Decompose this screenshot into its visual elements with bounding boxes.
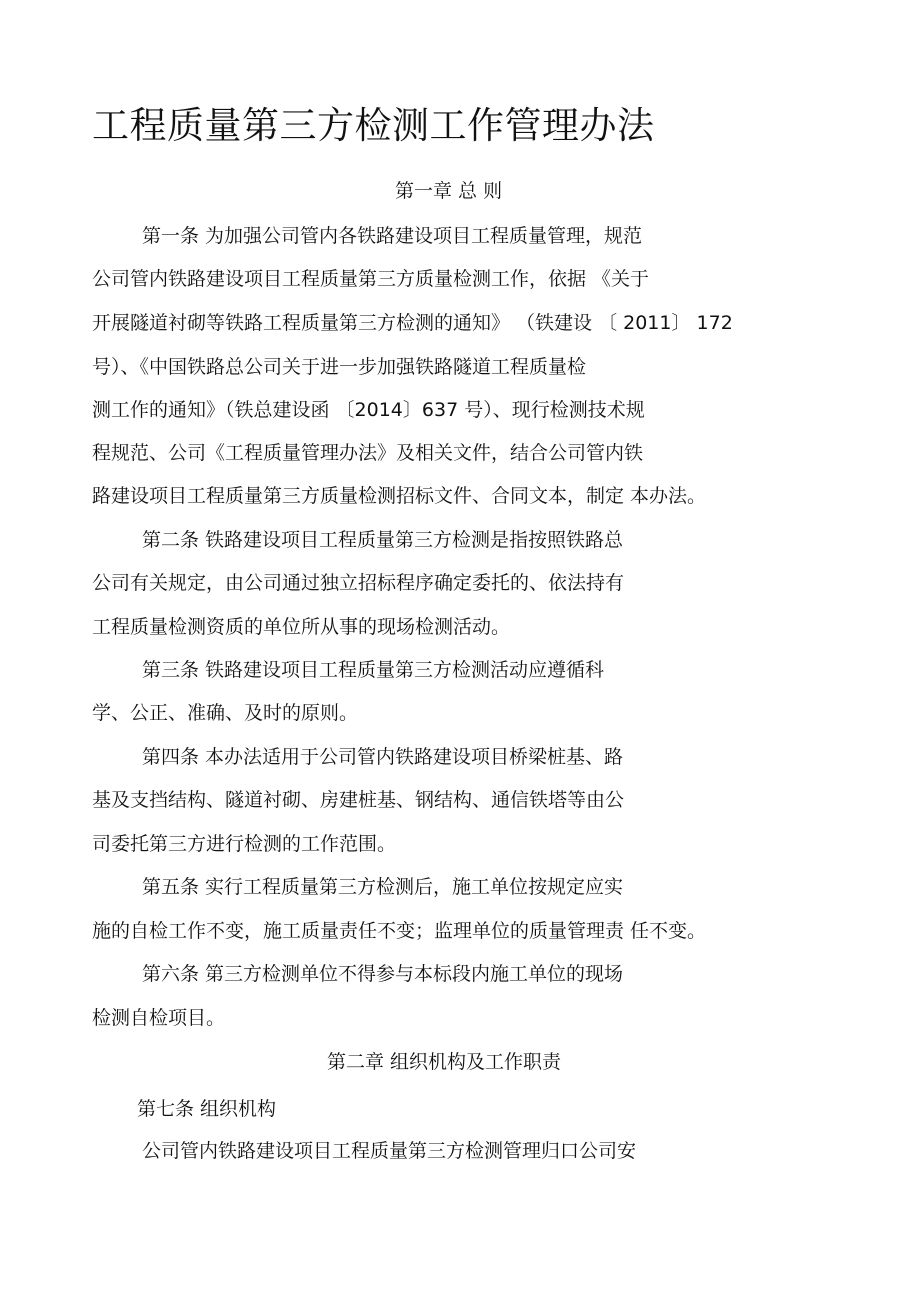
article-4-line-2: 基及支挡结构、隧道衬砌、房建桩基、钢结构、通信铁塔等由公 [92,789,625,811]
article-7-line-1: 公司管内铁路建设项目工程质量第三方检测管理归口公司安 [142,1140,637,1162]
article-2-line-2: 公司有关规定，由公司通过独立招标程序确定委托的、依法持有 [92,572,625,594]
document-title: 工程质量第三方检测工作管理办法 [92,104,655,147]
article-1-line-2: 公司管内铁路建设项目工程质量第三方质量检测工作，依据 《关于 [92,268,650,290]
chapter-heading-2: 第二章 组织机构及工作职责 [327,1051,562,1073]
article-2-line-1: 第二条 铁路建设项目工程质量第三方检测是指按照铁路总 [142,529,624,551]
article-3-line-1: 第三条 铁路建设项目工程质量第三方检测活动应遵循科 [142,659,605,681]
article-1-line-1: 第一条 为加强公司管内各铁路建设项目工程质量管理，规范 [142,225,643,247]
article-6-line-1: 第六条 第三方检测单位不得参与本标段内施工单位的现场 [142,963,624,985]
article-1-line-4: 号）、《中国铁路总公司关于进一步加强铁路隧道工程质量检 [92,356,587,378]
article-1-line-7: 路建设项目工程质量第三方质量检测招标文件、合同文本，制定 本办法。 [92,485,707,507]
article-4-line-3: 司委托第三方进行检测的工作范围。 [92,833,397,855]
article-2-line-3: 工程质量检测资质的单位所从事的现场检测活动。 [92,616,511,638]
article-1-line-5: 测工作的通知》（铁总建设函 〔2014〕637 号）、现行检测技术规 [92,399,645,421]
article-1-line-3: 开展隧道衬砌等铁路工程质量第三方检测的通知》 （铁建设 〔 2011〕 172 [92,312,733,334]
article-5-line-1: 第五条 实行工程质量第三方检测后，施工单位按规定应实 [142,876,624,898]
article-5-line-2: 施的自检工作不变，施工质量责任不变；监理单位的质量管理责 任不变。 [92,920,707,942]
article-4-line-1: 第四条 本办法适用于公司管内铁路建设项目桥梁桩基、路 [142,746,624,768]
article-7-heading: 第七条 组织机构 [137,1098,277,1120]
article-3-line-2: 学、公正、准确、及时的原则。 [92,702,359,724]
chapter-heading-1: 第一章 总 则 [395,180,503,202]
article-1-line-6: 程规范、公司《工程质量管理办法》及相关文件，结合公司管内铁 [92,442,644,464]
article-6-line-2: 检测自检项目。 [92,1007,226,1029]
